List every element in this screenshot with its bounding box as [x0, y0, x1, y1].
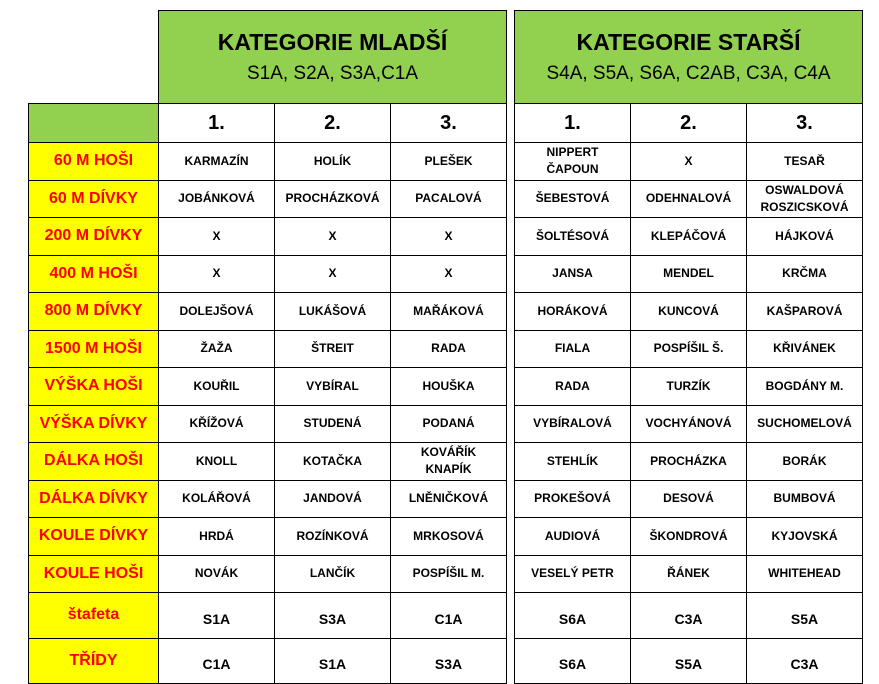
- result-cell: KOUŘIL: [159, 368, 275, 406]
- result-cell: PROCHÁZKOVÁ: [275, 180, 391, 218]
- result-cell: X: [391, 255, 507, 293]
- result-cell: LNĚNIČKOVÁ: [391, 480, 507, 518]
- result-cell: TURZÍK: [631, 368, 747, 406]
- result-cell: HÁJKOVÁ: [747, 218, 863, 256]
- younger-category-table: [28, 10, 507, 684]
- result-name: ČAPOUN: [546, 162, 599, 177]
- result-cell: KLEPÁČOVÁ: [631, 218, 747, 256]
- result-cell: BORÁK: [747, 443, 863, 481]
- event-label: 1500 M HOŠI: [29, 330, 159, 368]
- result-cell: LUKÁŠOVÁ: [275, 293, 391, 331]
- result-name: KNAPÍK: [425, 462, 472, 477]
- event-label: VÝŠKA DÍVKY: [29, 405, 159, 443]
- result-cell: ODEHNALOVÁ: [631, 180, 747, 218]
- result-cell: [391, 443, 507, 481]
- result-cell: X: [159, 255, 275, 293]
- place-heading: 1.: [515, 104, 631, 143]
- result-cell: KAŠPAROVÁ: [747, 293, 863, 331]
- event-label: štafeta: [29, 593, 159, 639]
- result-cell: HOUŠKA: [391, 368, 507, 406]
- result-cell: X: [275, 218, 391, 256]
- event-label: 400 M HOŠI: [29, 255, 159, 293]
- result-cell: STEHLÍK: [515, 443, 631, 481]
- result-cell: X: [391, 218, 507, 256]
- result-cell: PACALOVÁ: [391, 180, 507, 218]
- result-cell: C1A: [159, 638, 275, 683]
- result-cell: KUNCOVÁ: [631, 293, 747, 331]
- result-name: NIPPERT: [546, 145, 599, 160]
- event-label: 200 M DÍVKY: [29, 218, 159, 256]
- result-cell: ŠEBESTOVÁ: [515, 180, 631, 218]
- place-heading: 1.: [159, 104, 275, 143]
- result-cell: HOLÍK: [275, 143, 391, 181]
- result-cell: VOCHYÁNOVÁ: [631, 405, 747, 443]
- event-label: KOULE DÍVKY: [29, 518, 159, 556]
- corner-cell: [29, 104, 159, 143]
- result-cell: C3A: [747, 638, 863, 683]
- result-cell: PODANÁ: [391, 405, 507, 443]
- result-cell: WHITEHEAD: [747, 555, 863, 593]
- older-category-table: [514, 10, 863, 684]
- result-cell: KYJOVSKÁ: [747, 518, 863, 556]
- result-cell: JOBÁNKOVÁ: [159, 180, 275, 218]
- result-cell: VYBÍRALOVÁ: [515, 405, 631, 443]
- result-cell: ŘÁNEK: [631, 555, 747, 593]
- result-cell: ŠKONDROVÁ: [631, 518, 747, 556]
- result-cell: KARMAZÍN: [159, 143, 275, 181]
- result-cell: POSPÍŠIL M.: [391, 555, 507, 593]
- result-cell: KOTAČKA: [275, 443, 391, 481]
- event-label: KOULE HOŠI: [29, 555, 159, 593]
- result-cell: DOLEJŠOVÁ: [159, 293, 275, 331]
- result-cell: ŠOLTÉSOVÁ: [515, 218, 631, 256]
- result-cell: C3A: [631, 593, 747, 639]
- result-cell: KŘIVÁNEK: [747, 330, 863, 368]
- result-cell: SUCHOMELOVÁ: [747, 405, 863, 443]
- result-cell: PLEŠEK: [391, 143, 507, 181]
- result-cell: X: [275, 255, 391, 293]
- result-cell: HORÁKOVÁ: [515, 293, 631, 331]
- category-classes: S4A, S5A, S6A, C2AB, C3A, C4A: [546, 63, 831, 84]
- place-heading: 3.: [747, 104, 863, 143]
- result-cell: JANDOVÁ: [275, 480, 391, 518]
- place-heading: 2.: [631, 104, 747, 143]
- result-name: OSWALDOVÁ: [765, 182, 844, 197]
- category-title: KATEGORIE STARŠÍ: [576, 29, 801, 55]
- result-cell: VYBÍRAL: [275, 368, 391, 406]
- result-cell: S1A: [275, 638, 391, 683]
- place-heading: 2.: [275, 104, 391, 143]
- event-label: 60 M HOŠI: [29, 143, 159, 181]
- result-cell: [747, 180, 863, 218]
- result-cell: KNOLL: [159, 443, 275, 481]
- result-cell: S6A: [515, 638, 631, 683]
- result-cell: C1A: [391, 593, 507, 639]
- event-label: 800 M DÍVKY: [29, 293, 159, 331]
- result-cell: LANČÍK: [275, 555, 391, 593]
- event-label: TŘÍDY: [29, 638, 159, 683]
- result-cell: JANSA: [515, 255, 631, 293]
- result-cell: VESELÝ PETR: [515, 555, 631, 593]
- result-cell: TESAŘ: [747, 143, 863, 181]
- result-cell: HRDÁ: [159, 518, 275, 556]
- result-cell: X: [631, 143, 747, 181]
- result-cell: S1A: [159, 593, 275, 639]
- result-cell: S3A: [391, 638, 507, 683]
- result-cell: ROZÍNKOVÁ: [275, 518, 391, 556]
- header-spacer: [29, 11, 159, 104]
- result-cell: POSPÍŠIL Š.: [631, 330, 747, 368]
- event-label: DÁLKA HOŠI: [29, 443, 159, 481]
- event-label: VÝŠKA HOŠI: [29, 368, 159, 406]
- result-cell: MRKOSOVÁ: [391, 518, 507, 556]
- result-cell: S5A: [631, 638, 747, 683]
- category-header: [515, 11, 863, 104]
- result-cell: S3A: [275, 593, 391, 639]
- result-cell: MENDEL: [631, 255, 747, 293]
- result-cell: KŘÍŽOVÁ: [159, 405, 275, 443]
- result-cell: BUMBOVÁ: [747, 480, 863, 518]
- result-cell: S6A: [515, 593, 631, 639]
- result-cell: RADA: [391, 330, 507, 368]
- event-label: 60 M DÍVKY: [29, 180, 159, 218]
- result-cell: [515, 143, 631, 181]
- category-header: [159, 11, 507, 104]
- result-cell: X: [159, 218, 275, 256]
- result-name: KOVÁŘÍK: [420, 445, 477, 460]
- category-title: KATEGORIE MLADŠÍ: [217, 29, 448, 55]
- result-name: ROSZICSKOVÁ: [760, 199, 849, 214]
- place-heading: 3.: [391, 104, 507, 143]
- result-cell: AUDIOVÁ: [515, 518, 631, 556]
- result-cell: MAŘÁKOVÁ: [391, 293, 507, 331]
- result-cell: PROKEŠOVÁ: [515, 480, 631, 518]
- result-cell: ŠTREIT: [275, 330, 391, 368]
- result-cell: KRČMA: [747, 255, 863, 293]
- result-cell: PROCHÁZKA: [631, 443, 747, 481]
- result-cell: STUDENÁ: [275, 405, 391, 443]
- result-cell: ŽAŽA: [159, 330, 275, 368]
- result-cell: DESOVÁ: [631, 480, 747, 518]
- result-cell: S5A: [747, 593, 863, 639]
- result-cell: BOGDÁNY M.: [747, 368, 863, 406]
- result-cell: RADA: [515, 368, 631, 406]
- event-label: DÁLKA DÍVKY: [29, 480, 159, 518]
- result-cell: NOVÁK: [159, 555, 275, 593]
- result-cell: KOLÁŘOVÁ: [159, 480, 275, 518]
- category-classes: S1A, S2A, S3A,C1A: [246, 63, 419, 84]
- result-cell: FIALA: [515, 330, 631, 368]
